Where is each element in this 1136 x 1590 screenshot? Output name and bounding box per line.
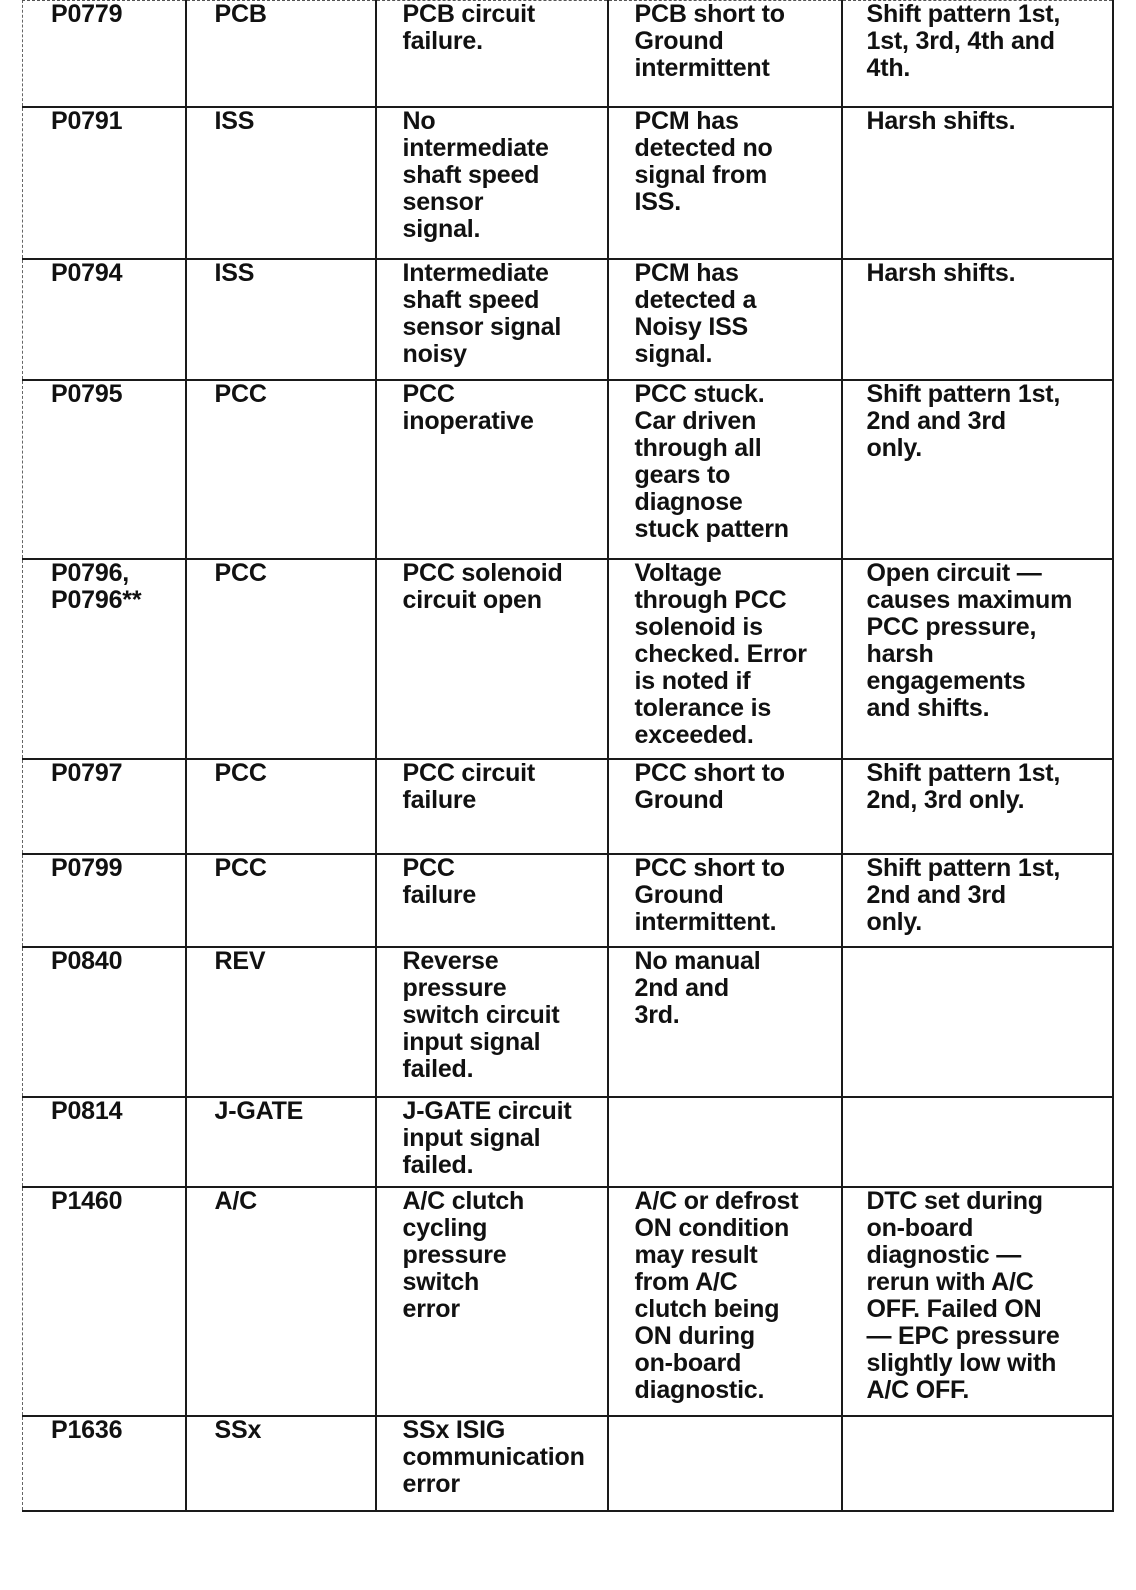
description-cell: SSx ISIG communication error [376,1416,608,1511]
effect-cell: Open circuit — causes maximum PCC pressure, harsh engagements and shifts. [842,559,1113,759]
component-cell: PCB [186,1,376,107]
table-row [23,107,1113,259]
dtc-code-cell: P1636 [23,1416,186,1511]
table-row [23,1097,1113,1187]
table-row [23,759,1113,854]
component-cell: A/C [186,1187,376,1416]
condition-cell [608,1416,842,1511]
effect-cell: DTC set during on-board diagnostic — rerun with A/C OFF. Failed ON — EPC pressure slightly low with A/C OFF. [842,1187,1113,1416]
effect-cell: Shift pattern 1st, 2nd and 3rd only. [842,380,1113,559]
description-cell: PCB circuit failure. [376,1,608,107]
effect-cell: Harsh shifts. [842,259,1113,380]
dtc-code-cell: P1460 [23,1187,186,1416]
description-cell: No intermediate shaft speed sensor signal. [376,107,608,259]
description-cell: PCC circuit failure [376,759,608,854]
dtc-code-cell: P0791 [23,107,186,259]
description-cell: PCC inoperative [376,380,608,559]
dtc-code-cell: P0779 [23,1,186,107]
dtc-code-cell: P0840 [23,947,186,1097]
description-cell: PCC solenoid circuit open [376,559,608,759]
description-cell: PCC failure [376,854,608,947]
table-row [23,1416,1113,1511]
condition-cell: PCC short to Ground [608,759,842,854]
component-cell: PCC [186,854,376,947]
condition-cell [608,1097,842,1187]
component-cell: REV [186,947,376,1097]
condition-cell: PCB short to Ground intermittent [608,1,842,107]
component-cell: J-GATE [186,1097,376,1187]
dtc-code-cell: P0796, P0796** [23,559,186,759]
table-row [23,559,1113,759]
condition-cell: Voltage through PCC solenoid is checked. Error is noted if tolerance is exceeded. [608,559,842,759]
component-cell: PCC [186,380,376,559]
component-cell: SSx [186,1416,376,1511]
condition-cell: PCC short to Ground intermittent. [608,854,842,947]
dtc-code-cell: P0814 [23,1097,186,1187]
effect-cell: Shift pattern 1st, 1st, 3rd, 4th and 4th. [842,1,1113,107]
effect-cell: Shift pattern 1st, 2nd, 3rd only. [842,759,1113,854]
description-cell: J-GATE circuit input signal failed. [376,1097,608,1187]
dtc-table [22,0,1114,1512]
dtc-code-cell: P0795 [23,380,186,559]
effect-cell: Harsh shifts. [842,107,1113,259]
condition-cell: PCM has detected no signal from ISS. [608,107,842,259]
table-row [23,947,1113,1097]
condition-cell: PCM has detected a Noisy ISS signal. [608,259,842,380]
dtc-code-cell: P0797 [23,759,186,854]
effect-cell: Shift pattern 1st, 2nd and 3rd only. [842,854,1113,947]
dtc-code-cell: P0794 [23,259,186,380]
table-row [23,259,1113,380]
effect-cell [842,947,1113,1097]
description-cell: A/C clutch cycling pressure switch error [376,1187,608,1416]
condition-cell: A/C or defrost ON condition may result from A/C clutch being ON during on-board diagnostic. [608,1187,842,1416]
component-cell: PCC [186,559,376,759]
component-cell: ISS [186,107,376,259]
table-row [23,854,1113,947]
table-row [23,1,1113,107]
condition-cell: PCC stuck. Car driven through all gears to diagnose stuck pattern [608,380,842,559]
table-row [23,1187,1113,1416]
component-cell: PCC [186,759,376,854]
table-row [23,380,1113,559]
condition-cell: No manual 2nd and 3rd. [608,947,842,1097]
description-cell: Reverse pressure switch circuit input signal failed. [376,947,608,1097]
description-cell: Intermediate shaft speed sensor signal noisy [376,259,608,380]
effect-cell [842,1416,1113,1511]
dtc-code-cell: P0799 [23,854,186,947]
component-cell: ISS [186,259,376,380]
effect-cell [842,1097,1113,1187]
